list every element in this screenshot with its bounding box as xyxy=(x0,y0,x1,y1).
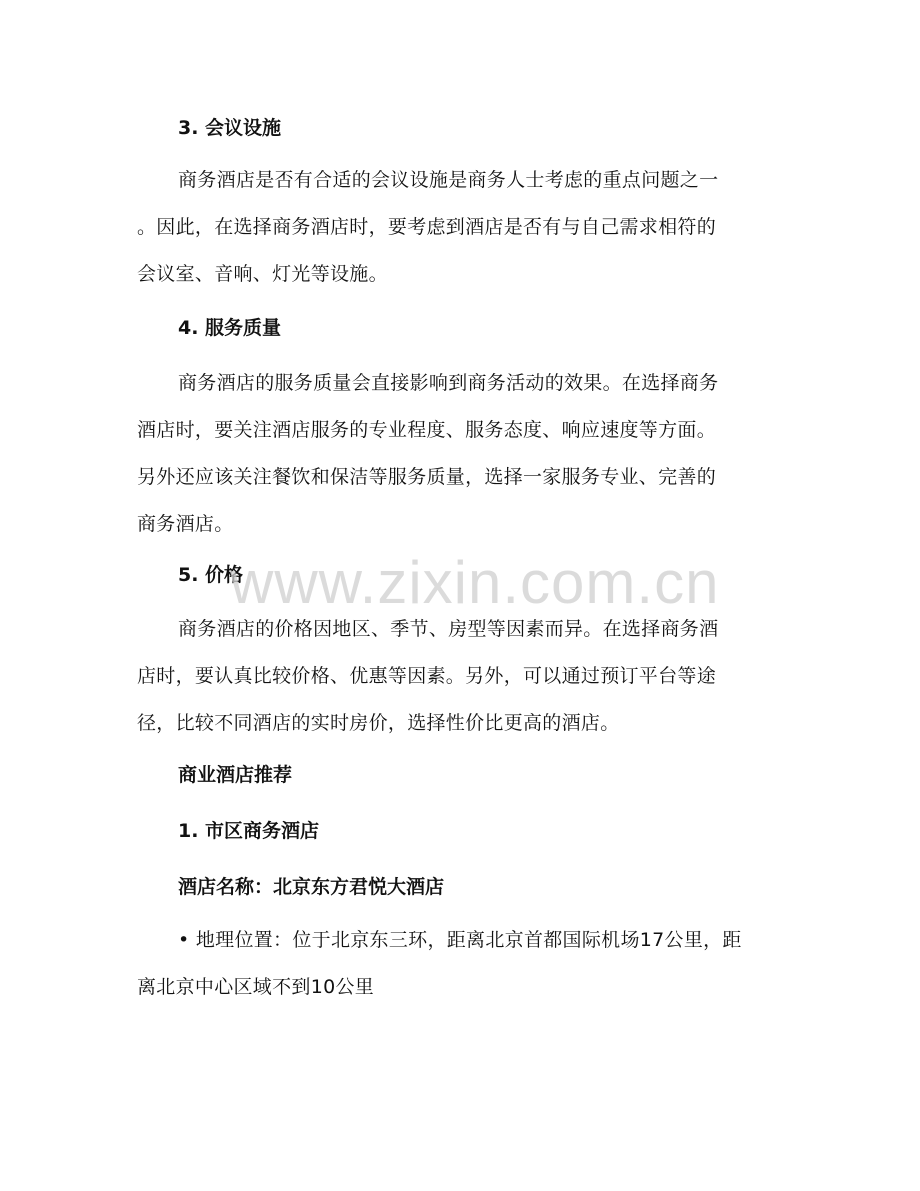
section-3-paragraph xyxy=(137,157,787,298)
section-5-paragraph xyxy=(137,606,787,747)
paragraph-line: • 地理位置：位于北京东三环，距离北京首都国际机场17公里，距 xyxy=(178,929,742,951)
paragraph-line: 店时，要认真比较价格、优惠等因素。另外，可以通过预订平台等途 xyxy=(137,665,717,687)
paragraph-line: 离北京中心区域不到10公里 xyxy=(137,976,375,998)
paragraph-line: 商务酒店的服务质量会直接影响到商务活动的效果。在选择商务 xyxy=(178,372,719,394)
section-4-paragraph xyxy=(137,360,787,548)
paragraph-line: 。因此，在选择商务酒店时，要考虑到酒店是否有与自己需求相符的 xyxy=(137,216,717,238)
paragraph-line: 酒店时，要关注酒店服务的专业程度、服务态度、响应速度等方面。 xyxy=(137,419,717,441)
paragraph-line: 商务酒店的价格因地区、季节、房型等因素而异。在选择商务酒 xyxy=(178,618,719,640)
paragraph-line: 会议室、音响、灯光等设施。 xyxy=(137,263,388,285)
paragraph-line: 另外还应该关注餐饮和保洁等服务质量，选择一家服务专业、完善的 xyxy=(137,466,717,488)
section-4-title: 4. 服务质量 xyxy=(178,317,282,339)
location-paragraph xyxy=(137,917,787,1011)
paragraph-line: 商务酒店。 xyxy=(137,513,234,535)
paragraph-line: 径，比较不同酒店的实时房价，选择性价比更高的酒店。 xyxy=(137,712,620,734)
section-5-title: 5. 价格 xyxy=(178,564,244,586)
section-3-title: 3. 会议设施 xyxy=(178,117,282,139)
hotel-name: 酒店名称：北京东方君悦大酒店 xyxy=(178,876,445,898)
item-1-title: 1. 市区商务酒店 xyxy=(178,820,320,842)
paragraph-line: 商务酒店是否有合适的会议设施是商务人士考虑的重点问题之一 xyxy=(178,169,719,191)
watermark: www.zixin.com.cn xyxy=(230,549,720,616)
recommendation-heading: 商业酒店推荐 xyxy=(178,764,293,786)
